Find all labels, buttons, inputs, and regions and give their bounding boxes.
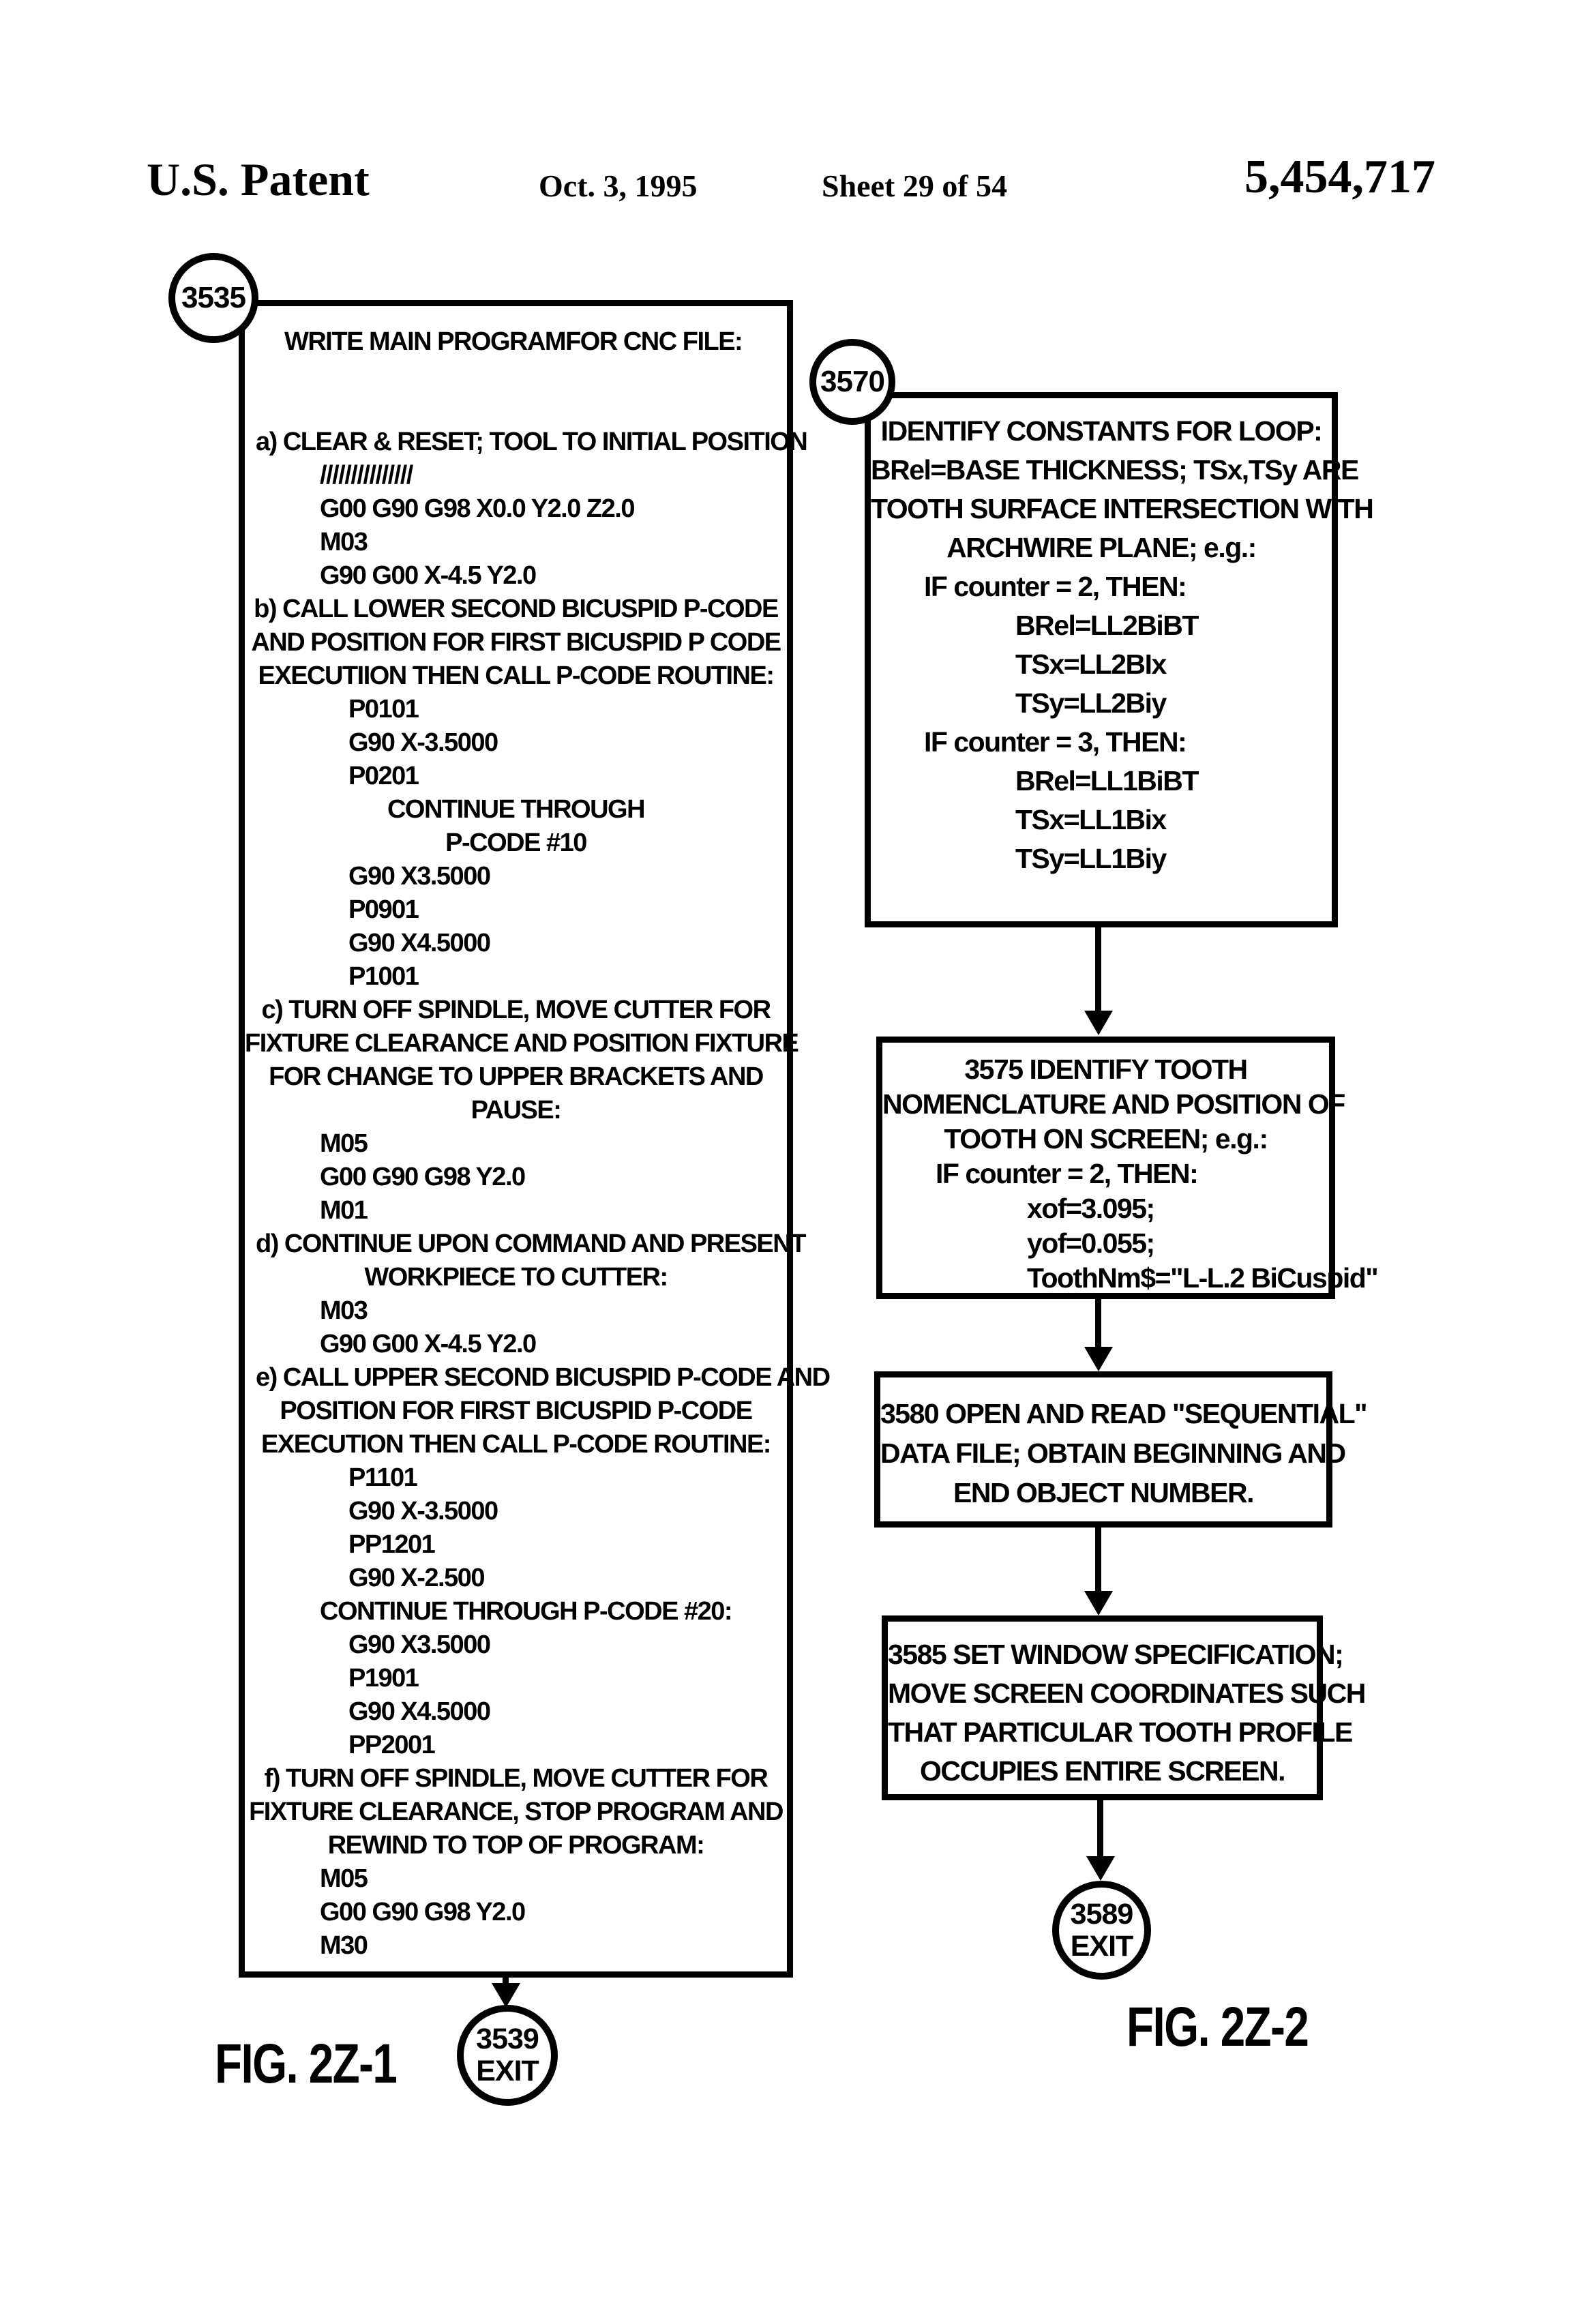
- flowchart-box-text: [871, 398, 1373, 921]
- flow-line: G00 G90 G98 Y2.0: [320, 1898, 525, 1926]
- flow-line: xof=3.095;: [1027, 1193, 1154, 1224]
- flow-line: 3575 IDENTIFY TOOTH: [964, 1054, 1247, 1085]
- patent-date: Oct. 3, 1995: [539, 168, 698, 203]
- flow-line: e) CALL UPPER SECOND BICUSPID P-CODE AND: [256, 1363, 830, 1392]
- flow-exit-node-3539: [457, 2005, 558, 2106]
- flow-line: G90 G00 X-4.5 Y2.0: [320, 561, 536, 590]
- flow-line: ARCHWIRE PLANE; e.g.:: [946, 532, 1256, 563]
- flowchart-box-write-main-program: [239, 300, 830, 1978]
- flow-line: FIXTURE CLEARANCE, STOP PROGRAM AND: [249, 1798, 783, 1826]
- flow-line: G90 X4.5000: [348, 929, 490, 957]
- flow-line: NOMENCLATURE AND POSITION OF: [882, 1088, 1345, 1120]
- flow-start-node-3570: [809, 339, 895, 425]
- flow-line: BRel=LL2BiBT: [1015, 610, 1198, 641]
- exit-label: EXIT: [476, 2055, 539, 2087]
- flow-line: G90 X-3.5000: [348, 728, 498, 757]
- flow-line: BRel=LL1BiBT: [1015, 765, 1198, 796]
- flow-line: M30: [320, 1931, 368, 1960]
- flow-line: f) TURN OFF SPINDLE, MOVE CUTTER FOR: [264, 1764, 768, 1793]
- flow-line: ToothNm$="L-L.2 BiCuspid": [1027, 1262, 1378, 1294]
- flow-line: IDENTIFY CONSTANTS FOR LOOP:: [880, 415, 1322, 447]
- flow-line: IF counter = 2, THEN:: [936, 1158, 1198, 1189]
- flowchart-box-set-window-specification: [882, 1615, 1365, 1800]
- flow-line: 3580 OPEN AND READ "SEQUENTIAL": [880, 1398, 1367, 1429]
- flow-line: EXECUTIION THEN CALL P-CODE ROUTINE:: [258, 661, 774, 690]
- flow-line: ///////////////: [320, 461, 413, 490]
- flow-line: G00 G90 G98 Y2.0: [320, 1163, 525, 1191]
- flow-line: M05: [320, 1129, 368, 1158]
- flow-arrow-down: [1097, 1800, 1103, 1858]
- flow-line: MOVE SCREEN COORDINATES SUCH: [888, 1678, 1365, 1709]
- flow-line: POSITION FOR FIRST BICUSPID P-CODE: [280, 1397, 752, 1425]
- flow-line: REWIND TO TOP OF PROGRAM:: [327, 1831, 704, 1860]
- node-number: 3570: [820, 365, 884, 398]
- flow-line: EXECUTION THEN CALL P-CODE ROUTINE:: [261, 1430, 771, 1459]
- flow-line: M01: [320, 1196, 368, 1225]
- patent-number: 5,454,717: [1244, 151, 1435, 203]
- flow-line: P1001: [348, 962, 419, 991]
- flow-line: P1901: [348, 1664, 419, 1693]
- flow-line: P-CODE #10: [445, 829, 586, 857]
- flow-line: CONTINUE THROUGH P-CODE #20:: [320, 1597, 732, 1626]
- flow-line: TSx=LL2BIx: [1015, 649, 1166, 680]
- flow-line: IF counter = 3, THEN:: [924, 726, 1186, 758]
- patent-header: [0, 0, 1582, 232]
- flow-line: G00 G90 G98 X0.0 Y2.0 Z2.0: [320, 494, 634, 523]
- flow-line: M03: [320, 1296, 368, 1325]
- flow-line: P0101: [348, 695, 419, 724]
- flow-line: G90 X-2.500: [348, 1564, 484, 1592]
- figure-label-2z-1: FIG. 2Z-1: [215, 2033, 397, 2095]
- sheet-number: Sheet 29 of 54: [822, 168, 1008, 203]
- flow-line: b) CALL LOWER SECOND BICUSPID P-CODE: [254, 595, 778, 623]
- flow-line: PP2001: [348, 1731, 435, 1759]
- flow-line: P0901: [348, 895, 419, 924]
- flow-line: TSx=LL1Bix: [1015, 804, 1166, 835]
- flow-line: d) CONTINUE UPON COMMAND AND PRESENT: [256, 1230, 805, 1258]
- flow-line: TSy=LL1Biy: [1015, 843, 1166, 874]
- flow-line: TSy=LL2Biy: [1015, 687, 1166, 719]
- flow-line: WRITE MAIN PROGRAMFOR CNC FILE:: [284, 327, 743, 356]
- flow-line: P0201: [348, 762, 419, 790]
- flow-arrow-down: [1095, 927, 1101, 1012]
- flow-line: PAUSE:: [471, 1096, 561, 1124]
- node-number: 3539: [476, 2023, 539, 2055]
- flow-line: c) TURN OFF SPINDLE, MOVE CUTTER FOR: [261, 996, 771, 1024]
- flow-line: FOR CHANGE TO UPPER BRACKETS AND: [269, 1062, 763, 1091]
- figure-label-2z-2: FIG. 2Z-2: [1126, 1996, 1309, 2058]
- flow-line: BRel=BASE THICKNESS; TSx,TSy ARE: [871, 454, 1358, 486]
- flow-line: G90 X3.5000: [348, 862, 490, 891]
- flow-line: THAT PARTICULAR TOOTH PROFILE: [888, 1716, 1352, 1748]
- flowchart-box-text: [882, 1043, 1378, 1294]
- flow-line: TOOTH SURFACE INTERSECTION WITH: [871, 493, 1373, 524]
- flowchart-box-open-read-sequential: [874, 1371, 1367, 1528]
- flow-line: G90 X-3.5000: [348, 1497, 498, 1525]
- flow-line: P1101: [348, 1463, 417, 1492]
- flow-arrow-down: [1095, 1299, 1101, 1348]
- flow-line: G90 G00 X-4.5 Y2.0: [320, 1330, 536, 1358]
- flow-line: END OBJECT NUMBER.: [953, 1477, 1253, 1508]
- exit-label: EXIT: [1070, 1929, 1133, 1963]
- node-number: 3535: [181, 281, 245, 314]
- flow-start-node-3535: [168, 253, 258, 343]
- patent-office-label: U.S. Patent: [147, 153, 370, 205]
- flow-line: yof=0.055;: [1027, 1227, 1154, 1259]
- flowchart-box-identify-constants: [865, 392, 1373, 927]
- flow-line: PP1201: [348, 1530, 435, 1559]
- flow-line: TOOTH ON SCREEN; e.g.:: [944, 1123, 1268, 1154]
- flowchart-box-text: [245, 306, 830, 1971]
- flow-arrow-down: [503, 1976, 509, 1984]
- flow-line: AND POSITION FOR FIRST BICUSPID P CODE: [251, 628, 781, 657]
- flow-line: 3585 SET WINDOW SPECIFICATION;: [888, 1639, 1343, 1670]
- flow-line: FIXTURE CLEARANCE AND POSITION FIXTURE: [245, 1029, 799, 1058]
- flow-line: OCCUPIES ENTIRE SCREEN.: [919, 1755, 1285, 1787]
- flow-line: IF counter = 2, THEN:: [924, 571, 1186, 602]
- node-number: 3589: [1070, 1897, 1133, 1931]
- flow-line: a) CLEAR & RESET; TOOL TO INITIAL POSITION: [256, 428, 807, 456]
- flow-line: [245, 392, 787, 426]
- flow-line: WORKPIECE TO CUTTER:: [364, 1263, 668, 1292]
- flow-line: DATA FILE; OBTAIN BEGINNING AND: [880, 1437, 1345, 1469]
- flow-arrow-down: [1095, 1528, 1101, 1592]
- flow-line: CONTINUE THROUGH: [387, 795, 645, 824]
- flow-line: [245, 359, 787, 392]
- flow-line: M03: [320, 528, 368, 556]
- flow-exit-node-3589: [1052, 1881, 1151, 1980]
- flowchart-box-text: [880, 1377, 1367, 1521]
- flow-line: G90 X4.5000: [348, 1697, 490, 1726]
- flow-line: G90 X3.5000: [348, 1630, 490, 1659]
- flowchart-box-identify-tooth-nomenclature: [876, 1037, 1378, 1299]
- flow-line: M05: [320, 1864, 368, 1893]
- flowchart-box-text: [888, 1622, 1365, 1794]
